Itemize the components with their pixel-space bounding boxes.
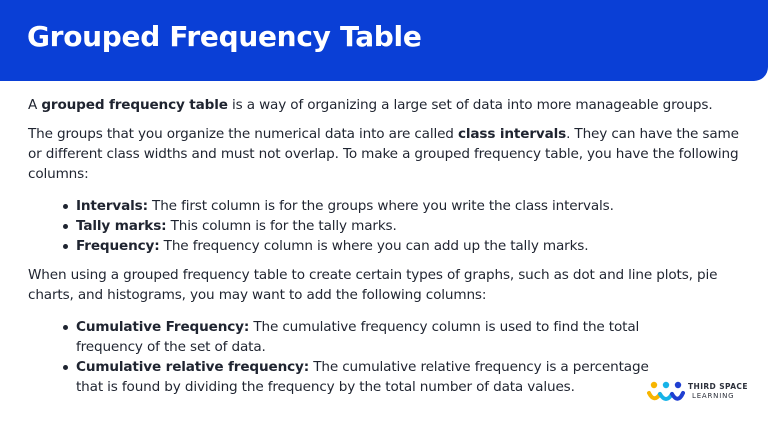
list-item-text: The first column is for the groups where you write the class intervals. [147,198,614,214]
list-item-text: The cumulative relative frequency is a percentage that is found by dividing the frequency by the total number of data values. [76,359,649,395]
list-item-text: The cumulative frequency column is used to find the total frequency of the set of data. [76,319,640,355]
extra-columns-list [28,317,748,397]
list-item-term: Cumulative relative frequency: [76,359,310,375]
list-item [76,216,748,236]
intro-suffix: is a way of organizing a large set of data into more manageable groups. [227,97,713,113]
intro-paragraph [28,95,748,115]
page-title: Grouped Frequency Table [27,20,422,53]
groups-prefix: The groups that you organize the numerical data into are called [28,126,458,142]
groups-suffix: . They can have the same or different class widths and must not overlap. To make a grouped frequency table, you have the following columns: [28,126,739,182]
list-item-term: Cumulative Frequency: [76,319,250,335]
list-item-text: This column is for the tally marks. [166,218,397,234]
third-space-learning-logo-icon [647,380,685,406]
class-intervals-paragraph [28,124,748,184]
columns-list [28,196,748,256]
list-item-term: Frequency: [76,238,160,254]
list-item-term: Intervals: [76,198,148,214]
intro-term: grouped frequency table [41,97,228,113]
groups-term: class intervals [457,126,567,142]
list-item [76,196,748,216]
list-item [76,357,656,397]
logo-line1: THIRD SPACE [688,382,748,391]
logo-line2: LEARNING [692,392,735,400]
list-item-term: Tally marks: [76,218,167,234]
graphs-paragraph: When using a grouped frequency table to create certain types of graphs, such as dot and line plots, pie charts, and histograms, you may want to add the following columns: [28,267,718,303]
intro-prefix: A [28,97,42,113]
title-banner [0,0,768,81]
third-space-learning-logo [647,378,762,408]
list-item [76,236,748,256]
article-body [28,95,748,397]
list-item [76,317,656,357]
list-item-text: The frequency column is where you can add up the tally marks. [159,238,589,254]
